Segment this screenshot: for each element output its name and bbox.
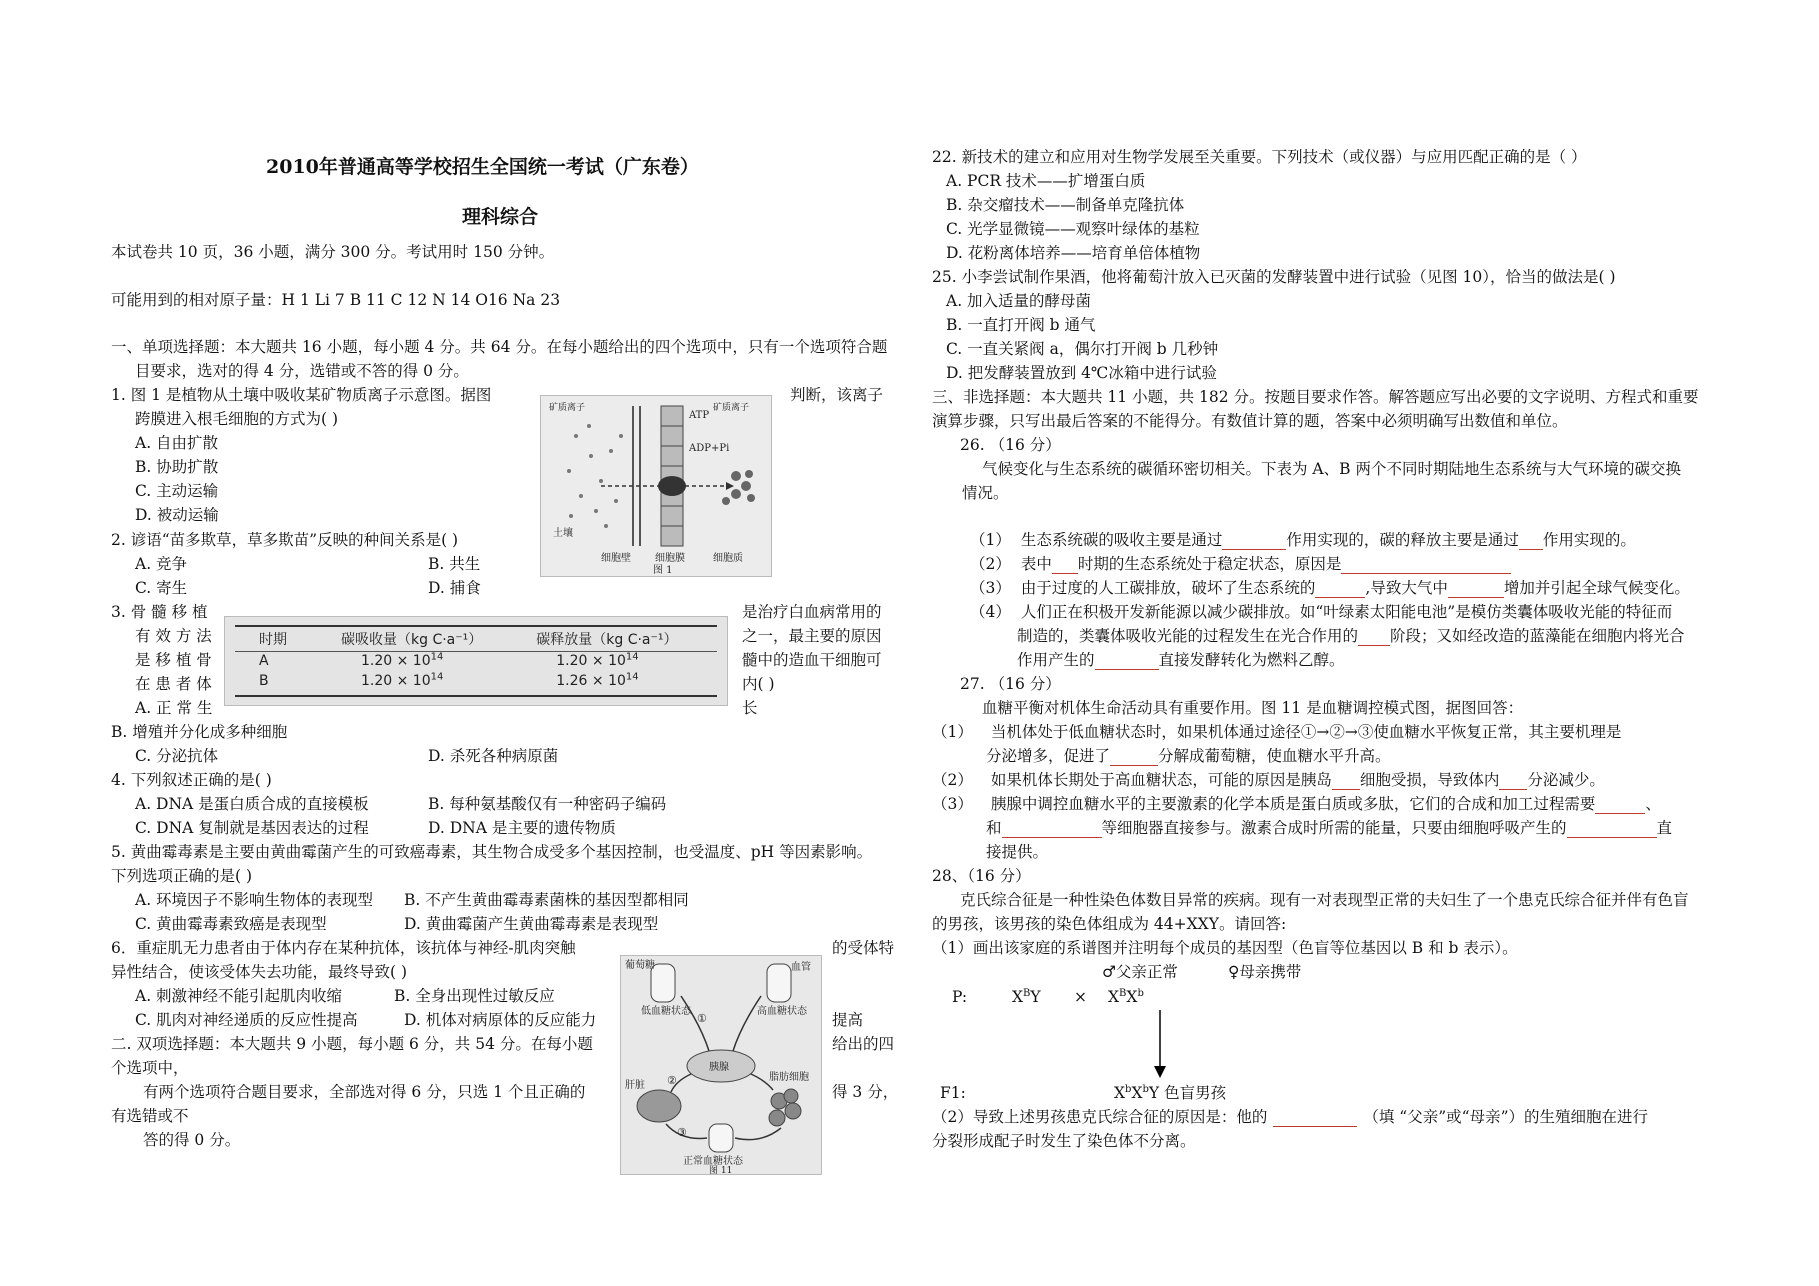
q26-part1-number: （1） (970, 531, 1011, 549)
q26-part3 (970, 578, 1690, 598)
genotype-x: X (1108, 988, 1120, 1006)
answer-blank[interactable] (1273, 1110, 1357, 1127)
table-cell-exp: 14 (430, 651, 444, 663)
section2-line3: 有两个选项符合题目要求，全部选对得 6 分，只选 1 个且正确的 (143, 1083, 586, 1101)
q1-stem-cont: 跨膜进入根毛细胞的方式为( ) (135, 410, 339, 428)
figure-1-drawing (541, 396, 771, 576)
answer-blank[interactable] (1595, 797, 1645, 814)
answer-blank[interactable] (1499, 773, 1527, 790)
q25-option-d: D. 把发酵装置放到 4℃冰箱中进行试验 (946, 364, 1217, 382)
q27-part3-line2 (986, 818, 1672, 838)
q4-stem: 4. 下列叙述正确的是( ) (111, 771, 272, 789)
answer-blank[interactable] (1519, 533, 1543, 550)
q26-part4-text-e: 直接发酵转化为燃料乙醇。 (1158, 651, 1345, 669)
table-cell (496, 651, 691, 671)
fig11-glucose-label: 葡萄糖 (625, 960, 655, 971)
atomic-masses: 可能用到的相对原子量：H 1 Li 7 B 11 C 12 N 14 O16 Na 23 (111, 291, 561, 309)
q26-part1-text-b: 作用实现的，碳的释放主要是通过 (1286, 531, 1519, 549)
q26-part3-number: （3） (970, 579, 1011, 597)
q26-intro-cont: 情况。 (962, 484, 1009, 502)
page-title: 2010年普通高等学校招生全国统一考试（广东卷） (266, 156, 699, 178)
q6-option-c: C. 肌肉对神经递质的反应性提高 (135, 1011, 358, 1029)
pedigree-father-genotype (1012, 987, 1041, 1007)
q2-option-c: C. 寄生 (135, 579, 188, 597)
fig1-cell-membrane-label: 细胞膜 (655, 553, 685, 564)
q28-intro-cont: 的男孩，该男孩的染色体组成为 44+XXY。请回答: (932, 915, 1287, 933)
q27-part3-number: （3） (932, 795, 973, 813)
q27-part3 (932, 794, 1661, 814)
q4-option-b: B. 每种氨基酸仅有一种密码子编码 (428, 795, 667, 813)
table-cell-base: 1.20 × 10 (361, 673, 431, 689)
q1-option-a: A. 自由扩散 (135, 434, 219, 452)
q28-part2-text-b: （填 “父亲”或“母亲”）的生殖细胞在进行 (1363, 1108, 1648, 1126)
q6-stem-right: 的受体特 (832, 939, 895, 957)
fig11-caption: 图 11 (709, 1166, 733, 1174)
genotype-x: X (1114, 1084, 1126, 1102)
section2-line3-right: 得 3 分， (832, 1083, 899, 1101)
fig11-high-label: 高血糖状态 (757, 1006, 807, 1017)
q27-part1-line2 (986, 746, 1391, 766)
q26-part2 (970, 554, 1511, 574)
genotype-allele: b (1125, 1083, 1132, 1095)
q28-heading: 28、（16 分） (932, 867, 1031, 885)
fig11-normal-label: 正常血糖状态 (683, 1156, 743, 1167)
q1-stem-right: 判断，该离子 (790, 386, 884, 404)
q26-part4-number: （4） (970, 603, 1011, 621)
fig11-low-label: 低血糖状态 (641, 1006, 691, 1017)
answer-blank[interactable] (1448, 581, 1504, 598)
answer-blank[interactable] (1567, 821, 1657, 838)
q4-option-d: D. DNA 是主要的遗传物质 (428, 819, 616, 837)
genotype-x: X (1126, 988, 1138, 1006)
q3-option-d: D. 杀死各种病原菌 (428, 747, 559, 765)
q22-option-c: C. 光学显微镜——观察叶绿体的基粒 (946, 220, 1200, 238)
section1-heading: 一、单项选择题：本大题共 16 小题，每小题 4 分。共 64 分。在每小题给出的四个选项中，只有一个选项符合题 (111, 338, 888, 356)
q28-part1: （1）画出该家庭的系谱图并注明每个成员的基因型（色盲等位基因以 B 和 b 表示）。 (932, 939, 1518, 957)
q2-stem: 2. 谚语“苗多欺草，草多欺苗”反映的种间关系是( ) (111, 531, 459, 549)
fig1-ion-right-label: 矿质离子 (713, 403, 750, 413)
pedigree-p-label: P: (952, 988, 968, 1006)
q27-part2 (932, 770, 1605, 790)
q25-stem: 25. 小李尝试制作果酒，他将葡萄汁放入已灭菌的发酵装置中进行试验（见图 10），恰当的做法是( ) (932, 268, 1616, 286)
table-cell (496, 671, 691, 691)
q26-part1-text-a: 生态系统碳的吸收主要是通过 (1020, 531, 1223, 549)
q27-part2-text-a: 如果机体长期处于高血糖状态，可能的原因是胰岛 (990, 771, 1332, 789)
q5-option-b: B. 不产生黄曲霉毒素菌株的基因型都相同 (404, 891, 689, 909)
section2-heading-right: 给出的四 (832, 1035, 895, 1053)
carbon-exchange-table (224, 616, 728, 706)
q6-option-d: D. 机体对病原体的反应能力 (404, 1011, 597, 1029)
q4-option-a: A. DNA 是蛋白质合成的直接模板 (135, 795, 369, 813)
q26-part3-text-b: ,导致大气中 (1365, 579, 1448, 597)
section3-heading-cont: 演算步骤，只写出最后答案的不能得分。有数值计算的题，答案中必须明确写出数值和单位。 (932, 412, 1568, 430)
q3-option-a-left: A. 正 常 生 (135, 699, 213, 717)
q26-part3-text-a: 由于过度的人工碳排放，破坏了生态系统的 (1020, 579, 1316, 597)
q6-option-d-tail: 提高 (832, 1011, 864, 1029)
fig11-fat-label: 脂肪细胞 (769, 1072, 809, 1083)
answer-blank[interactable] (1095, 653, 1159, 670)
table-cell: B (259, 673, 269, 689)
table-header: 碳吸收量（kg C·a⁻¹） (341, 632, 483, 648)
answer-blank[interactable] (1052, 557, 1078, 574)
fig1-cytoplasm-label: 细胞质 (713, 553, 743, 564)
q25-option-c: C. 一直关紧阀 a，偶尔打开阀 b 几秒钟 (946, 340, 1219, 358)
answer-blank[interactable] (1222, 533, 1286, 550)
q27-part3-text-d: 等细胞器直接参与。激素合成时所需的能量，只要由细胞呼吸产生的 (1101, 819, 1567, 837)
q27-part2-text-b: 细胞受损，导致体内 (1359, 771, 1500, 789)
q28-part2 (932, 1107, 1648, 1127)
table-cell (301, 651, 496, 671)
table-cell-exp: 14 (430, 671, 444, 683)
q1-option-b: B. 协助扩散 (135, 458, 219, 476)
q25-option-a: A. 加入适量的酵母菌 (946, 292, 1092, 310)
q3-line1-left: 3. 骨 髓 移 植 (111, 603, 208, 621)
q5-stem-cont: 下列选项正确的是( ) (111, 867, 253, 885)
answer-blank[interactable] (1341, 557, 1511, 574)
q22-option-b: B. 杂交瘤技术——制备单克隆抗体 (946, 196, 1185, 214)
carbon-table-grid (245, 627, 692, 691)
fig1-ion-left-label: 矿质离子 (549, 403, 586, 413)
pedigree-mother-label: ♀母亲携带 (1228, 963, 1302, 981)
q5-option-d: D. 黄曲霉菌产生黄曲霉毒素是表现型 (404, 915, 659, 933)
genotype-x: X (1012, 988, 1024, 1006)
q2-option-b: B. 共生 (428, 555, 481, 573)
q26-part4-text-a: 人们正在积极开发新能源以减少碳排放。如“叶绿素太阳能电池”是模仿类囊体吸收光能的特征而 (1020, 603, 1673, 621)
q3-line2-left: 有 效 方 法 (135, 627, 212, 645)
answer-blank[interactable] (1358, 629, 1390, 646)
q27-part1-text-b: 分泌增多，促进了 (986, 747, 1111, 765)
figure-11-glucose-regulation (620, 955, 822, 1175)
pedigree-f1-label: F1: (940, 1084, 966, 1102)
pedigree-son-genotype (1114, 1083, 1226, 1103)
q3-option-c: C. 分泌抗体 (135, 747, 219, 765)
fig11-vessel-label: 血管 (791, 962, 811, 973)
q3-line4-right: 内( ) (742, 675, 775, 693)
q3-line3-right: 髓中的造血干细胞可 (742, 651, 882, 669)
q26-intro: 气候变化与生态系统的碳循环密切相关。下表为 A、B 两个不同时期陆地生态系统与大气环境的碳交换 (982, 460, 1681, 478)
q26-part4-line2 (1017, 626, 1685, 646)
q26-part3-text-c: 增加并引起全球气候变化。 (1503, 579, 1690, 597)
genotype-allele: B (1119, 987, 1127, 999)
q6-stem-cont: 异性结合，使该受体失去功能，最终导致( ) (111, 963, 408, 981)
fig11-step-1: ① (697, 1012, 707, 1025)
q27-part3-line3: 接提供。 (986, 843, 1049, 861)
table-cell-exp: 14 (625, 651, 639, 663)
table-cell-base: 1.20 × 10 (361, 653, 431, 669)
q27-part1 (932, 722, 1621, 742)
answer-blank[interactable] (1002, 821, 1102, 838)
q5-stem: 5. 黄曲霉毒素是主要由黄曲霉菌产生的可致癌毒素，其生物合成受多个基因控制，也受温度、pH 等因素影响。 (111, 843, 873, 861)
answer-blank[interactable] (1110, 749, 1158, 766)
q22-option-a: A. PCR 技术——扩增蛋白质 (946, 172, 1146, 190)
q22-option-d: D. 花粉离体培养——培育单倍体植物 (946, 244, 1201, 262)
q26-part2-number: （2） (970, 555, 1011, 573)
genotype-y-phenotype: Y 色盲男孩 (1148, 1084, 1227, 1102)
fig11-pancreas-label: 胰腺 (709, 1062, 729, 1073)
q26-part4-text-b: 制造的，类囊体吸收光能的过程发生在光合作用的 (1017, 627, 1359, 645)
q27-part1-text-a: 当机体处于低血糖状态时，如果机体通过途径①→②→③使血糖水平恢复正常，其主要机理是 (990, 723, 1622, 741)
q27-part2-number: （2） (932, 771, 973, 789)
fig11-step-3: ③ (677, 1126, 687, 1139)
exam-intro: 本试卷共 10 页，36 小题，满分 300 分。考试用时 150 分钟。 (111, 243, 555, 261)
q26-part4 (970, 602, 1672, 622)
q1-option-d: D. 被动运输 (135, 506, 219, 524)
fig1-atp-label: ATP (689, 410, 710, 421)
table-cell-base: 1.26 × 10 (556, 673, 626, 689)
section2-line4: 有选错或不 (111, 1107, 189, 1125)
q25-option-b: B. 一直打开阀 b 通气 (946, 316, 1096, 334)
q27-intro: 血糖平衡对机体生命活动具有重要作用。图 11 是血糖调控模式图，据图回答： (982, 699, 1524, 717)
q26-heading: 26. （16 分） (960, 436, 1061, 454)
genotype-allele: b (1137, 987, 1144, 999)
q1-stem: 1. 图 1 是植物从土壤中吸收某矿物质离子示意图。据图 (111, 386, 492, 404)
q26-part4-text-d: 作用产生的 (1017, 651, 1095, 669)
q27-part3-text-a: 胰腺中调控血糖水平的主要激素的化学本质是蛋白质或多肽，它们的合成和加工过程需要 (990, 795, 1596, 813)
table-cell-base: 1.20 × 10 (556, 653, 626, 669)
table-header: 碳释放量（kg C·a⁻¹） (536, 632, 678, 648)
q5-option-a: A. 环境因子不影响生物体的表现型 (135, 891, 374, 909)
fig1-caption: 图 1 (653, 565, 673, 576)
genotype-allele: b (1142, 1083, 1149, 1095)
q6-option-a: A. 刺激神经不能引起肌肉收缩 (135, 987, 343, 1005)
q4-option-c: C. DNA 复制就是基因表达的过程 (135, 819, 369, 837)
answer-blank[interactable] (1332, 773, 1360, 790)
q26-part4-text-c: 阶段；又如经改造的蓝藻能在细胞内将光合 (1390, 627, 1685, 645)
q26-part4-line3 (1017, 650, 1345, 670)
q27-part2-text-c: 分泌减少。 (1527, 771, 1605, 789)
q27-part3-text-c: 和 (986, 819, 1002, 837)
section2-line2: 个选项中， (111, 1059, 189, 1077)
section2-line5: 答的得 0 分。 (143, 1131, 241, 1149)
figure-11-drawing (621, 956, 821, 1174)
q2-option-d: D. 捕食 (428, 579, 481, 597)
pedigree-cross-symbol: × (1074, 988, 1087, 1006)
table-header: 时期 (259, 632, 287, 648)
page-subtitle: 理科综合 (462, 206, 539, 228)
q26-part2-text-a: 表中 (1020, 555, 1052, 573)
q3-option-b: B. 增殖并分化成多种细胞 (111, 723, 288, 741)
q22-stem: 22. 新技术的建立和应用对生物学发展至关重要。下列技术（或仪器）与应用匹配正确的是（ ） (932, 148, 1587, 166)
pedigree-father-label: ♂父亲正常 (1102, 963, 1178, 981)
q27-part3-text-e: 直 (1656, 819, 1673, 837)
pedigree-arrow-icon (1150, 1010, 1170, 1080)
fig1-cell-wall-label: 细胞壁 (601, 553, 631, 564)
fig11-step-2: ② (667, 1074, 677, 1087)
q5-option-c: C. 黄曲霉毒素致癌是表现型 (135, 915, 327, 933)
table-cell: A (259, 653, 269, 669)
q6-stem: 6．重症肌无力患者由于体内存在某种抗体，该抗体与神经-肌肉突触 (111, 939, 576, 957)
q27-part3-text-b: 、 (1645, 795, 1661, 813)
q26-part2-text-b: 时期的生态系统处于稳定状态，原因是 (1077, 555, 1342, 573)
q26-part1-text-c: 作用实现的。 (1542, 531, 1636, 549)
q26-part1 (970, 530, 1636, 550)
q3-line3-left: 是 移 植 骨 (135, 651, 212, 669)
q6-option-b: B. 全身出现性过敏反应 (394, 987, 555, 1005)
q27-part1-number: （1） (932, 723, 973, 741)
q3-line1-right: 是治疗白血病常用的 (742, 603, 882, 621)
pedigree-mother-genotype (1108, 987, 1144, 1007)
answer-blank[interactable] (1315, 581, 1365, 598)
section3-heading: 三、非选择题：本大题共 11 小题，共 182 分。按题目要求作答。解答题应写出必要的文字说明、方程式和重要 (932, 388, 1699, 406)
fig1-soil-label: 土壤 (553, 528, 573, 539)
q3-line2-right: 之一，最主要的原因 (742, 627, 882, 645)
q27-part1-text-c: 分解成葡萄糖，使血糖水平升高。 (1158, 747, 1391, 765)
q27-heading: 27. （16 分） (960, 675, 1061, 693)
genotype-y: Y (1030, 988, 1041, 1006)
table-cell (301, 671, 496, 691)
q1-option-c: C. 主动运输 (135, 482, 219, 500)
section1-heading-cont: 目要求，选对的得 4 分，选错或不答的得 0 分。 (135, 362, 469, 380)
q2-option-a: A. 竞争 (135, 555, 188, 573)
fig1-adp-label: ADP+Pi (689, 443, 730, 454)
genotype-x: X (1131, 1084, 1143, 1102)
q28-intro: 克氏综合征是一种性染色体数目异常的疾病。现有一对表现型正常的夫妇生了一个患克氏综合征并伴有色盲 (960, 891, 1689, 909)
q3-line4-left: 在 患 者 体 (135, 675, 212, 693)
fig11-liver-label: 肝脏 (625, 1080, 645, 1091)
figure-1-ion-uptake (540, 395, 772, 577)
section2-heading: 二. 双项选择题：本大题共 9 小题，每小题 6 分，共 54 分。在每小题 (111, 1035, 593, 1053)
q3-option-a-right: 长 (742, 699, 758, 717)
table-cell-exp: 14 (625, 671, 639, 683)
q28-part2-line2: 分裂形成配子时发生了染色体不分离。 (932, 1132, 1196, 1150)
q28-part2-text-a: （2）导致上述男孩患克氏综合征的原因是：他的 (932, 1108, 1268, 1126)
genotype-allele: B (1023, 987, 1031, 999)
